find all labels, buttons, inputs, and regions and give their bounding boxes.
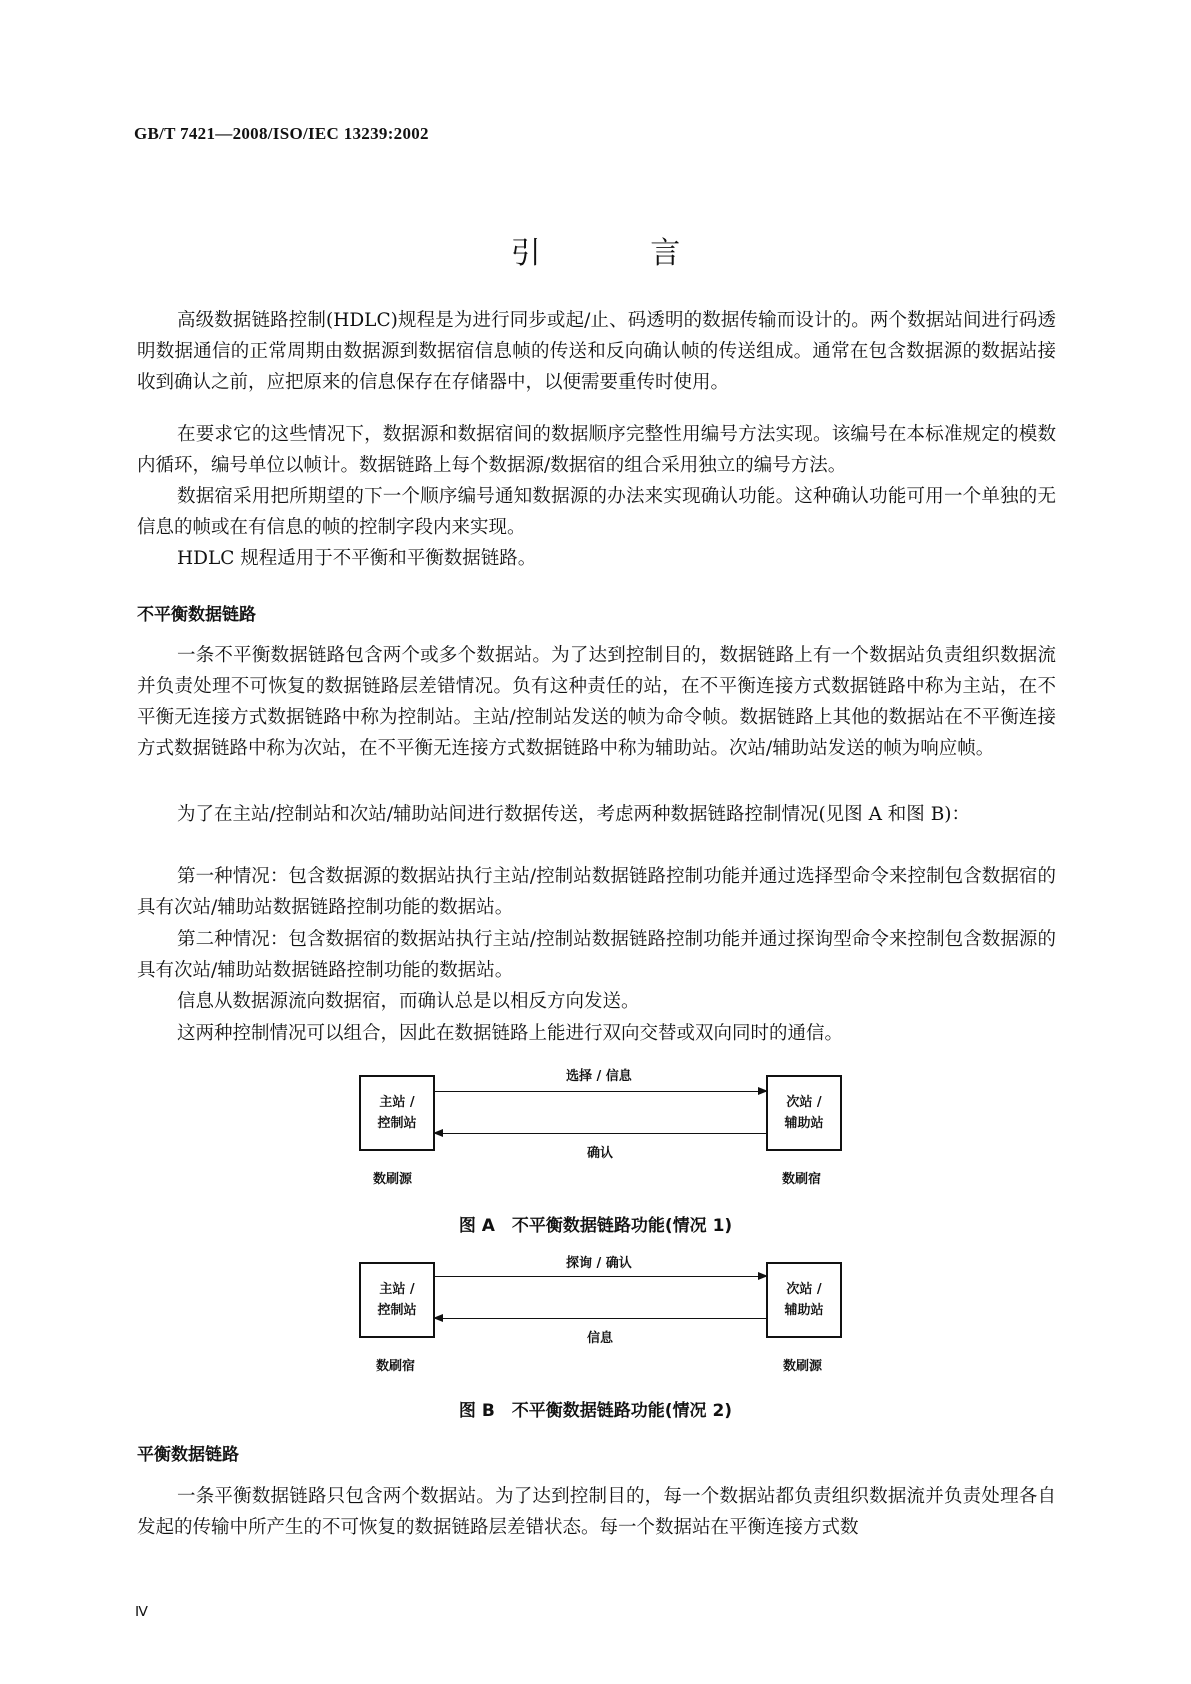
left-station-caption: 数刷源 xyxy=(373,1172,413,1187)
section2-paragraph-1: 一条平衡数据链路只包含两个数据站。为了达到控制目的，每一个数据站都负责组织数据流并负责处理各自发起的传输中所产生的不可恢复的数据链路层差错状态。每一个数据站在平衡连接方式数 xyxy=(137,1486,1056,1538)
right-station-caption: 数刷源 xyxy=(783,1359,823,1374)
right-arrow xyxy=(435,1091,766,1092)
left-arrow xyxy=(435,1318,766,1319)
section1-paragraph-4: 第二种情况：包含数据宿的数据站执行主站/控制站数据链路控制功能并通过探询型命令来控制包含数据源的具有次站/辅助站数据链路控制功能的数据站。 xyxy=(137,929,1056,981)
left-station-caption: 数刷宿 xyxy=(376,1359,416,1374)
left-arrow xyxy=(435,1133,766,1134)
secondary-station-box xyxy=(766,1262,842,1338)
page-title: 引 言 xyxy=(510,236,731,271)
section-heading-unbalanced: 不平衡数据链路 xyxy=(137,605,256,625)
primary-station-box xyxy=(359,1075,435,1151)
figure-a-caption: 图 A 不平衡数据链路功能(情况 1) xyxy=(458,1216,733,1236)
box-label-line: 主站 / xyxy=(379,1282,415,1297)
right-arrow xyxy=(435,1276,766,1277)
box-label-line: 控制站 xyxy=(377,1116,417,1131)
section-heading-balanced: 平衡数据链路 xyxy=(137,1445,239,1465)
section1-paragraph-3: 第一种情况：包含数据源的数据站执行主站/控制站数据链路控制功能并通过选择型命令来控制包含数据宿的具有次站/辅助站数据链路控制功能的数据站。 xyxy=(137,866,1056,918)
document-header: GB/T 7421—2008/ISO/IEC 13239:2002 xyxy=(134,124,429,143)
box-label-line: 辅助站 xyxy=(784,1303,824,1318)
box-label-line: 次站 / xyxy=(786,1095,822,1110)
secondary-station-box xyxy=(766,1075,842,1151)
primary-station-box xyxy=(359,1262,435,1338)
bottom-arrow-label: 确认 xyxy=(587,1146,614,1161)
section1-paragraph-6: 这两种控制情况可以组合，因此在数据链路上能进行双向交替或双向同时的通信。 xyxy=(177,1023,844,1044)
section1-paragraph-2: 为了在主站/控制站和次站/辅助站间进行数据传送，考虑两种数据链路控制情况(见图 A 和图 B)： xyxy=(177,804,971,825)
right-station-caption: 数刷宿 xyxy=(782,1172,822,1187)
bottom-arrow-label: 信息 xyxy=(587,1331,614,1346)
intro-paragraph-1: 高级数据链路控制(HDLC)规程是为进行同步或起/止、码透明的数据传输而设计的。两个数据站间进行码透明数据通信的正常周期由数据源到数据宿信息帧的传送和反向确认帧的传送组成。通常在包含数据源的数据站接收到确认之前，应把原来的信息保存在存储器中，以便需要重传时使用。 xyxy=(137,310,1056,393)
top-arrow-label: 选择 / 信息 xyxy=(566,1069,632,1084)
section1-paragraph-5: 信息从数据源流向数据宿，而确认总是以相反方向发送。 xyxy=(177,991,640,1012)
page-number: Ⅳ xyxy=(135,1605,148,1620)
box-label-line: 辅助站 xyxy=(784,1116,824,1131)
intro-paragraph-2: 在要求它的这些情况下，数据源和数据宿间的数据顺序完整性用编号方法实现。该编号在本标准规定的模数内循环，编号单位以帧计。数据链路上每个数据源/数据宿的组合采用独立的编号方法。 xyxy=(137,424,1056,476)
intro-paragraph-4: HDLC 规程适用于不平衡和平衡数据链路。 xyxy=(177,548,537,569)
section1-paragraph-1: 一条不平衡数据链路包含两个或多个数据站。为了达到控制目的，数据链路上有一个数据站负责组织数据流并负责处理不可恢复的数据链路层差错情况。负有这种责任的站，在不平衡连接方式数据链路中称为主站，在不平衡无连接方式数据链路中称为控制站。主站/控制站发送的帧为命令帧。数据链路上其他的数据站在不平衡连接方式数据链路中称为次站，在不平衡无连接方式数据链路中称为辅助站。次站/辅助站发送的帧为响应帧。 xyxy=(137,645,1056,759)
intro-paragraph-3: 数据宿采用把所期望的下一个顺序编号通知数据源的办法来实现确认功能。这种确认功能可用一个单独的无信息的帧或在有信息的帧的控制字段内来实现。 xyxy=(137,486,1056,538)
box-label-line: 控制站 xyxy=(377,1303,417,1318)
box-label-line: 主站 / xyxy=(379,1095,415,1110)
top-arrow-label: 探询 / 确认 xyxy=(566,1256,632,1271)
box-label-line: 次站 / xyxy=(786,1282,822,1297)
figure-b-caption: 图 B 不平衡数据链路功能(情况 2) xyxy=(458,1401,733,1421)
